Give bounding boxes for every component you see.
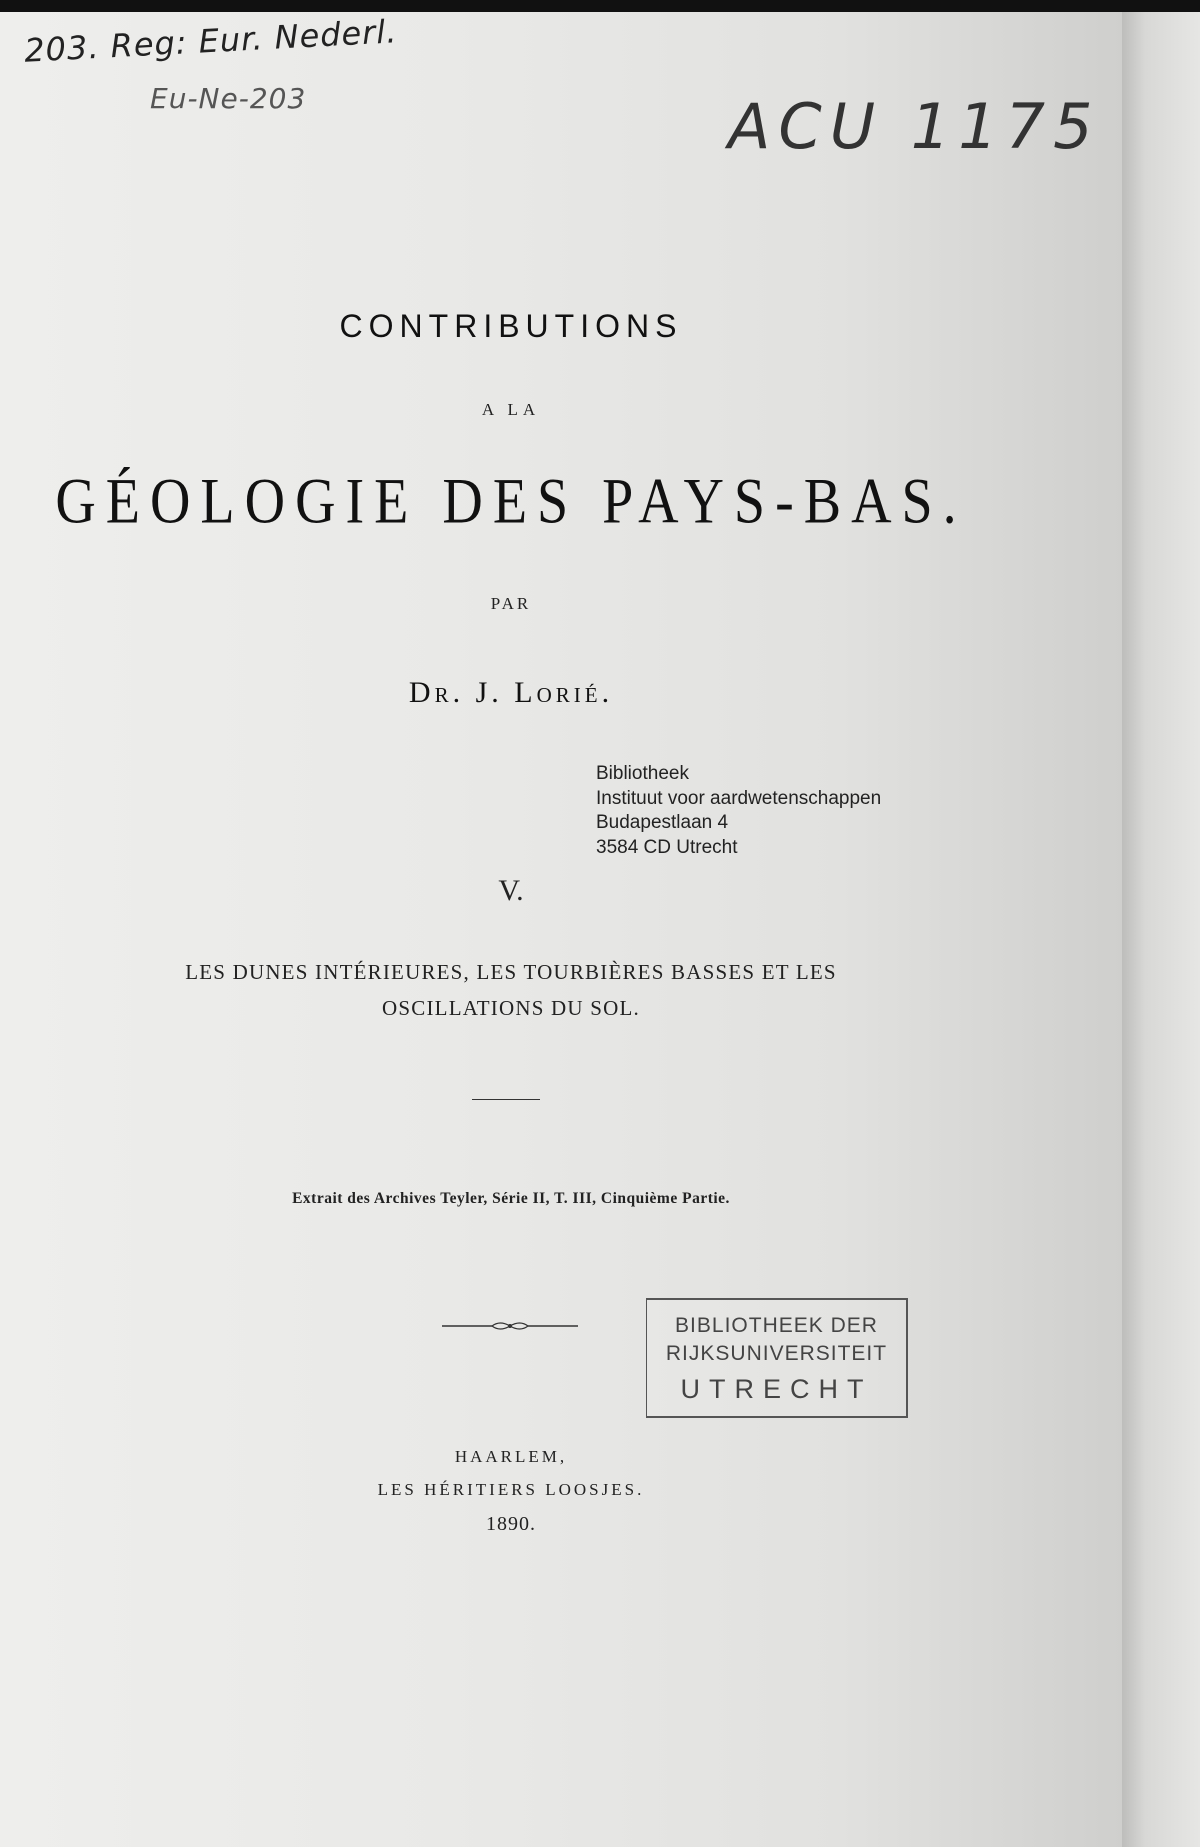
imprint-year: 1890.	[486, 1513, 536, 1535]
address-line: Instituut voor aardwetenschappen	[596, 787, 882, 809]
institute-address-stamp	[596, 762, 881, 860]
byline-par: PAR	[490, 594, 532, 613]
address-line: Budapestlaan 4	[596, 812, 729, 833]
library-stamp-line: RIJKSUNIVERSITEIT	[665, 1342, 888, 1365]
part-number: V.	[498, 874, 524, 907]
title-line-1: CONTRIBUTIONS	[339, 308, 683, 344]
imprint	[0, 1440, 1022, 1541]
library-stamp	[646, 1298, 908, 1418]
handwritten-shelfmark: 203. Reg: Eur. Nederl.	[23, 12, 399, 70]
subtitle-line: OSCILLATIONS DU SOL.	[382, 996, 640, 1020]
imprint-publisher: LES HÉRITIERS LOOSJES.	[377, 1480, 645, 1499]
imprint-city: HAARLEM,	[454, 1447, 568, 1466]
library-stamp-line: UTRECHT	[680, 1374, 873, 1404]
page-edge-shadow	[1122, 12, 1200, 1847]
handwritten-code: Eu-Ne-203	[150, 82, 307, 115]
separator-rule	[472, 1099, 540, 1100]
handwritten-accession-number: ACU 1175	[728, 90, 1101, 163]
scan-top-border	[0, 0, 1200, 12]
author-name: Dr. J. Lorié.	[408, 676, 614, 709]
document-page	[0, 12, 1122, 1847]
title-main: GÉOLOGIE DES PAYS-BAS.	[55, 466, 967, 538]
title-line-2: A LA	[481, 400, 541, 419]
library-stamp-line: BIBLIOTHEEK DER	[675, 1314, 878, 1337]
address-line: Bibliotheek	[596, 763, 689, 784]
ornament-divider-icon	[440, 1316, 580, 1336]
address-line: 3584 CD Utrecht	[596, 836, 738, 858]
subtitle	[0, 954, 1022, 1026]
subtitle-line: LES DUNES INTÉRIEURES, LES TOURBIÈRES BASSES ET LES	[185, 960, 837, 984]
extract-note: Extrait des Archives Teyler, Série II, T. III, Cinquième Partie.	[292, 1190, 730, 1207]
